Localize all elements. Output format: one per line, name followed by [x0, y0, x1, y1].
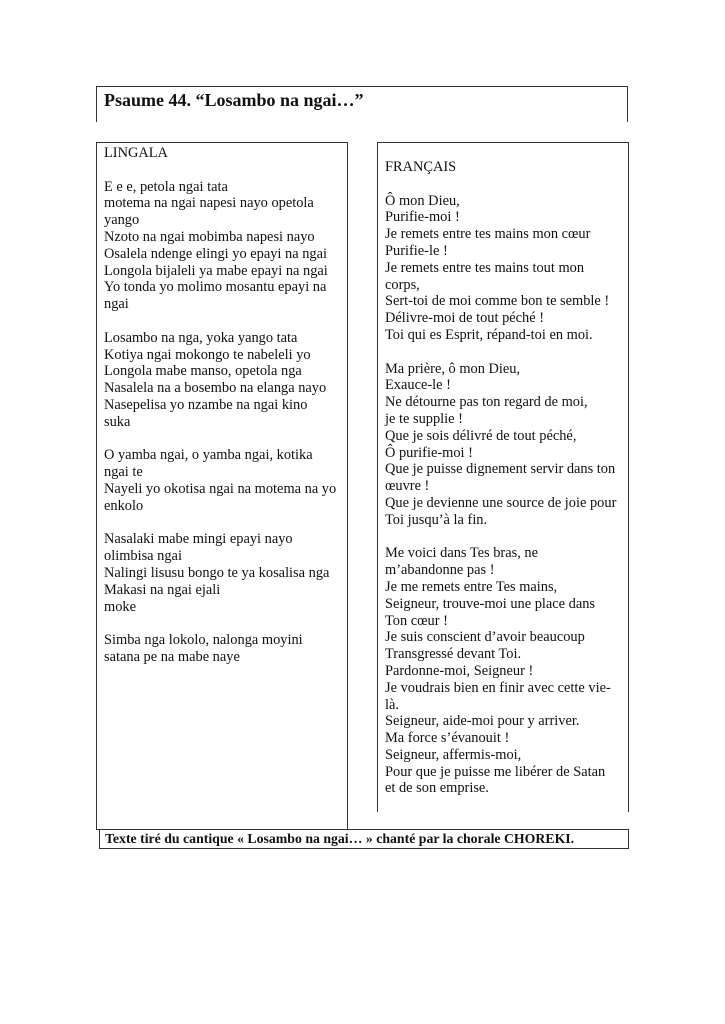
- verse-line: Ton cœur !: [385, 612, 448, 629]
- verse-line: Osalela ndenge elingi yo epayi na ngai: [104, 245, 327, 262]
- verse-line: Losambo na nga, yoka yango tata: [104, 329, 298, 346]
- verse-line: Seigneur, aide-moi pour y arriver.: [385, 713, 580, 730]
- verse-line: Nasalela na a bosembo na elanga nayo: [104, 380, 327, 397]
- verse-line: Transgressé devant Toi.: [385, 646, 522, 663]
- verse-line: Simba nga lokolo, nalonga moyini: [104, 632, 303, 649]
- verse-line: corps,: [385, 276, 420, 293]
- verse-line: ngai te: [104, 464, 143, 481]
- verse-line: enkolo: [104, 497, 144, 514]
- verse-line: satana pe na mabe naye: [104, 648, 240, 665]
- verse-line: Yo tonda yo molimo mosantu epayi na: [104, 279, 327, 296]
- francais-stanza: [385, 545, 624, 797]
- verse-line: Seigneur, affermis-moi,: [385, 746, 522, 763]
- verse-line: Sert-toi de moi comme bon te semble !: [385, 293, 610, 310]
- verse-line: Exauce-le !: [385, 377, 451, 394]
- verse-line: Nasalaki mabe mingi epayi nayo: [104, 531, 293, 548]
- verse-line: ngai: [104, 296, 129, 313]
- verse-line: et de son emprise.: [385, 780, 489, 797]
- verse-line: Pardonne-moi, Seigneur !: [385, 662, 534, 679]
- francais-stanza: [385, 193, 624, 344]
- verse-line: Délivre-moi de tout péché !: [385, 310, 545, 327]
- verse-line: Nzoto na ngai mobimba napesi nayo: [104, 228, 315, 245]
- source-note: Texte tiré du cantique « Losambo na ngai… » chanté par la chorale CHOREKI.: [105, 831, 575, 846]
- verse-line: Toi qui es Esprit, répand-toi en moi.: [385, 326, 593, 343]
- verse-line: Pour que je puisse me libérer de Satan: [385, 763, 606, 780]
- francais-stanza: [385, 361, 624, 529]
- title-box: [96, 86, 628, 122]
- francais-heading: FRANÇAIS: [385, 159, 457, 175]
- francais-text: [385, 159, 624, 814]
- lingala-stanza: [104, 632, 343, 666]
- lingala-stanza: [104, 330, 343, 431]
- verse-line: O yamba ngai, o yamba ngai, kotika: [104, 447, 313, 464]
- lingala-text: [104, 145, 343, 683]
- verse-line: motema na ngai napesi nayo opetola: [104, 195, 314, 212]
- lingala-heading: LINGALA: [104, 145, 168, 161]
- verse-line: yango: [104, 212, 140, 229]
- verse-line: Longola bijaleli ya mabe epayi na ngai: [104, 262, 328, 279]
- verse-line: Ô purifie-moi !: [385, 444, 473, 461]
- verse-line: là.: [385, 696, 399, 713]
- verse-line: Purifie-moi !: [385, 209, 460, 226]
- verse-line: Me voici dans Tes bras, ne: [385, 545, 538, 562]
- verse-line: Ne détourne pas ton regard de moi,: [385, 394, 588, 411]
- verse-line: Nasepelisa yo nzambe na ngai kino: [104, 396, 308, 413]
- verse-line: je te supplie !: [385, 410, 463, 427]
- verse-line: Seigneur, trouve-moi une place dans: [385, 595, 596, 612]
- verse-line: Ma prière, ô mon Dieu,: [385, 360, 521, 377]
- verse-line: Nayeli yo okotisa ngai na motema na yo: [104, 480, 337, 497]
- verse-line: moke: [104, 598, 136, 615]
- verse-line: E e e, petola ngai tata: [104, 178, 228, 195]
- verse-line: Longola mabe manso, opetola nga: [104, 363, 302, 380]
- lingala-column: [96, 142, 348, 830]
- verse-line: suka: [104, 413, 131, 430]
- verse-line: Toi jusqu’à la fin.: [385, 511, 488, 528]
- lingala-stanza: [104, 179, 343, 313]
- verse-line: Kotiya ngai mokongo te nabeleli yo: [104, 346, 311, 363]
- lingala-stanza: [104, 447, 343, 514]
- francais-column: [377, 142, 629, 812]
- verse-line: olimbisa ngai: [104, 548, 182, 565]
- verse-line: m’abandonne pas !: [385, 562, 495, 579]
- verse-line: Ma force s’évanouit !: [385, 730, 510, 747]
- page-title: Psaume 44. “Losambo na ngai…”: [104, 90, 364, 110]
- verse-line: Que je puisse dignement servir dans ton: [385, 461, 616, 478]
- verse-line: Nalingi lisusu bongo te ya kosalisa nga: [104, 564, 330, 581]
- verse-line: Je voudrais bien en finir avec cette vie-: [385, 679, 611, 696]
- verse-line: Je remets entre tes mains mon cœur: [385, 226, 591, 243]
- verse-line: Que je devienne une source de joie pour: [385, 494, 617, 511]
- verse-line: Je suis conscient d’avoir beaucoup: [385, 629, 585, 646]
- verse-line: Que je sois délivré de tout péché,: [385, 427, 577, 444]
- verse-line: Je me remets entre Tes mains,: [385, 578, 558, 595]
- footer-box: [99, 829, 629, 849]
- verse-line: Ô mon Dieu,: [385, 192, 460, 209]
- verse-line: Makasi na ngai ejali: [104, 581, 221, 598]
- lingala-stanza: [104, 531, 343, 615]
- verse-line: Purifie-le !: [385, 242, 448, 259]
- verse-line: œuvre !: [385, 478, 430, 495]
- verse-line: Je remets entre tes mains tout mon: [385, 259, 585, 276]
